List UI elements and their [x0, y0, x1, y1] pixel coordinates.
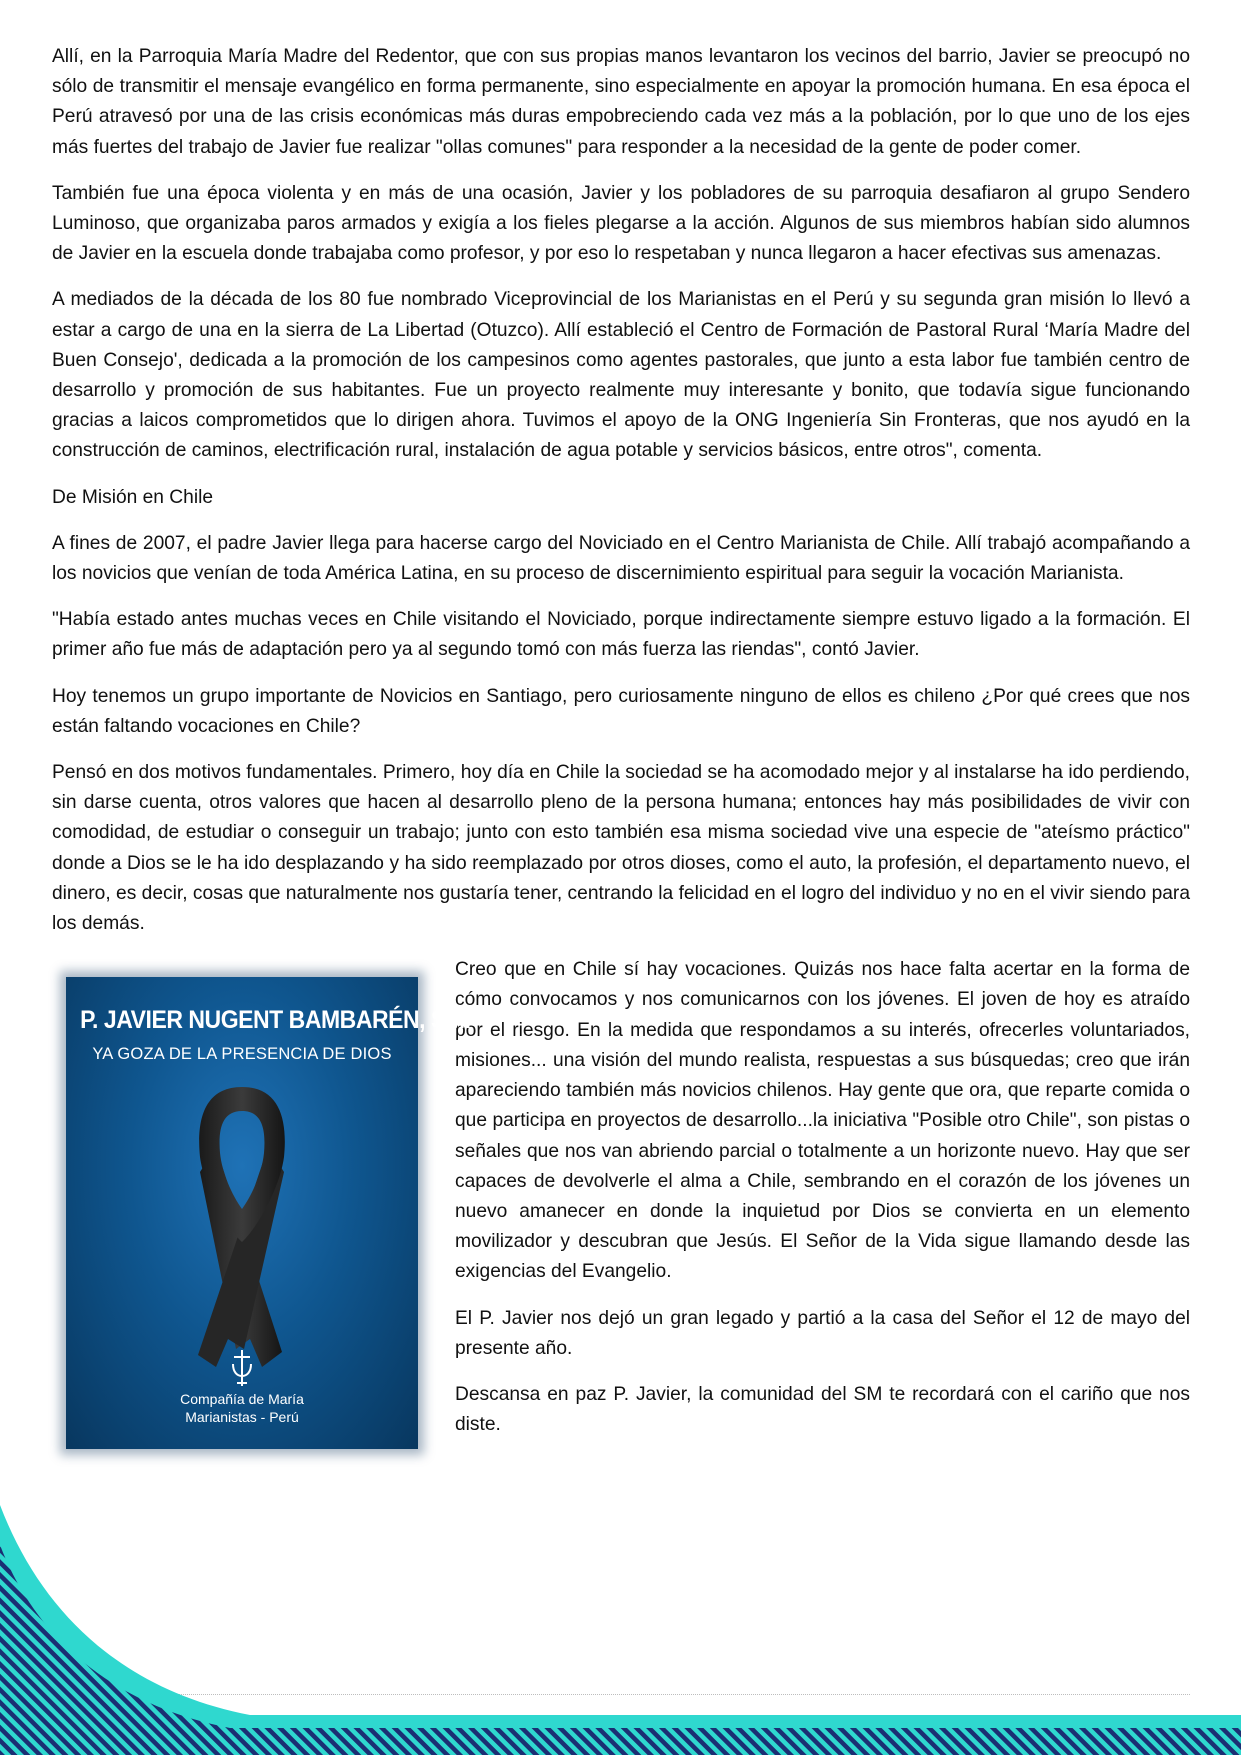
paragraph-vocaciones: Creo que en Chile sí hay vocaciones. Quizás nos hace falta acertar en la forma de cómo convocamos y nos comunicarnos con los jóvenes. El joven de hoy es atraído por el riesgo. En la medida que respondamos a su interés, ofrecerles voluntariados, misiones... una visión del mundo realista, respuestas a sus búsquedas; creo que irán apareciendo también más novicios chilenos. Hay gente que ora, que reparte comida o que participa en proyectos de desarrollo...la iniciativa "Posible otro Chile", son pistas o señales que nos van abriendo parcial o totalmente a un horizonte nuevo. Hay que ser capaces de devolverle el alma a Chile, sembrando en el corazón de los jóvenes un nuevo amanecer en donde la inquietud por Dios se convierta en un elemento movilizador y descubran que Jesús. El Señor de la Vida sigue llamando desde las exigencias del Evangelio. — [455, 959, 1190, 1283]
org-line-1: Compañía de María — [180, 1391, 304, 1408]
memorial-card-column — [52, 955, 471, 1449]
memorial-card-image — [66, 977, 471, 1449]
paragraph-sendero-luminoso: También fue una época violenta y en más de una ocasión, Javier y los pobladores de su parroquia desafiaron al grupo Sendero Luminoso, que organizaba paros armados y exigía a los fieles plegarse a la acción. Algunos de sus miembros habían sido alumnos de Javier en la escuela donde trabajaba como profesor, y por eso lo respetaban y nunca llegaron a hacer efectivas sus amenazas. — [52, 182, 1190, 265]
org-line-2: Marianistas - Perú — [185, 1409, 299, 1426]
paragraph-quote-javier: "Había estado antes muchas veces en Chile visitando el Noviciado, porque indirectamente siempre estuvo ligado a la formación. El primer año fue más de adaptación pero ya al segundo tomó con más fuerza las riendas", contó Javier. — [52, 609, 1190, 661]
article-body — [52, 42, 1190, 1456]
mourning-ribbon-icon — [186, 1077, 298, 1377]
paragraph-legado: El P. Javier nos dejó un gran legado y partió a la casa del Señor el 12 de mayo del presente año. — [455, 1307, 1190, 1359]
image-and-text-section — [52, 955, 1190, 1456]
paragraph-descansa-en-paz: Descansa en paz P. Javier, la comunidad del SM te recordará con el cariño que nos diste. — [455, 1383, 1190, 1436]
side-text-column — [455, 955, 1190, 1456]
paragraph-viceprovincial: A mediados de la década de los 80 fue nombrado Viceprovincial de los Marianistas en el Perú y su segunda gran misión lo llevó a estar a cargo de una en la sierra de La Libertad (Otuzco). Allí estableció el Centro de Formación de Pastoral Rural ‘María Madre del Buen Consejo', dedicada a la promoción de los campesinos como agentes pastorales, que junto a esta labor fue también centro de desarrollo y promoción de sus habitantes. Fue un proyecto realmente muy interesante y bonito, que todavía sigue funcionando gracias a laicos comprometidos que lo dirigen ahora. Tuvimos el apoyo de la ONG Ingeniería Sin Fronteras, que nos ayudó en la construcción de caminos, electrificación rural, instalación de agua potable y servicios básicos, entre otros", comenta. — [52, 289, 1190, 462]
section-heading: De Misión en Chile — [52, 486, 214, 508]
paragraph-noviciado: A fines de 2007, el padre Javier llega para hacerse cargo del Noviciado en el Centro Marianista de Chile. Allí trabajó acompañando a los novicios que venían de toda América Latina, en su proceso de discernimiento espiritual para seguir la vocación Marianista. — [52, 532, 1190, 585]
paragraph-parroquia: Allí, en la Parroquia María Madre del Redentor, que con sus propias manos levantaron los vecinos del barrio, Javier se preocupó no sólo de transmitir el mensaje evangélico en forma permanente, sino especialmente en apoyar la promoción humana. En esa época el Perú atravesó por una de las crisis económicas más duras empobreciendo cada vez más a la población, por lo que uno de los ejes más fuertes del trabajo de Javier fue realizar "ollas comunes" para responder a la necesidad de la gente de poder comer. — [52, 46, 1190, 158]
paragraph-question: Hoy tenemos un grupo importante de Novicios en Santiago, pero curiosamente ninguno de ellos es chileno ¿Por qué crees que nos están faltando vocaciones en Chile? — [52, 685, 1190, 737]
memorial-card-organization — [66, 1390, 418, 1426]
footer-divider — [52, 1694, 1190, 1695]
memorial-card-subtitle: YA GOZA DE LA PRESENCIA DE DIOS — [92, 1045, 392, 1064]
marianist-cross-logo-icon — [228, 1350, 256, 1386]
memorial-card-title: P. JAVIER NUGENT BAMBARÉN, SM. — [80, 1006, 471, 1035]
paragraph-motivos: Pensó en dos motivos fundamentales. Primero, hoy día en Chile la sociedad se ha acomodado mejor y al instalarse ha ido perdiendo, sin darse cuenta, otros valores que hacen al desarrollo pleno de la persona humana; entonces hay más posibilidades de vivir con comodidad, de estudiar o conseguir un trabajo; junto con esto también esa misma sociedad vive una especie de "ateísmo práctico" donde a Dios se le ha ido desplazando y ha sido reemplazado por otros dioses, como el auto, la profesión, el departamento nuevo, el dinero, es decir, cosas que naturalmente nos gustaría tener, centrando la felicidad en el logro del individuo y no en el vivir siendo para los demás. — [52, 762, 1190, 935]
